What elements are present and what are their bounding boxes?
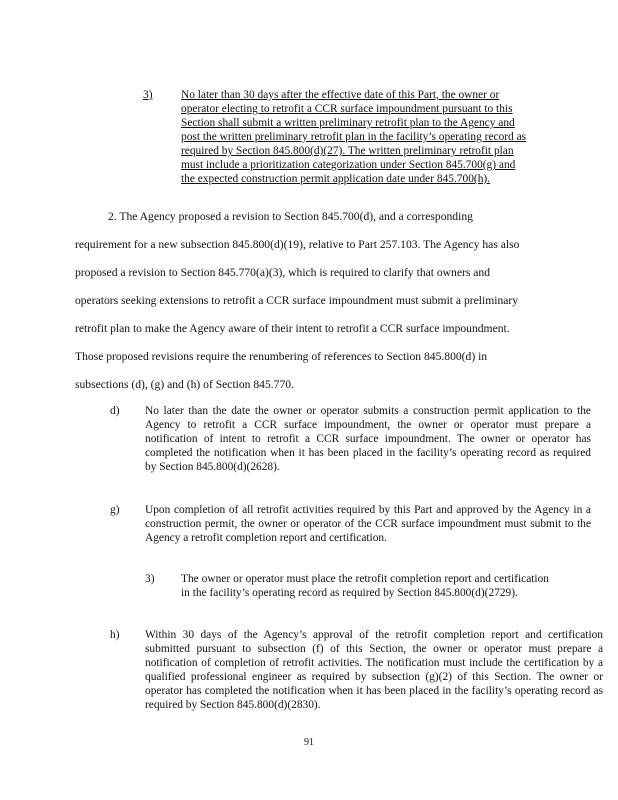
subsection-number: 3) <box>143 89 153 101</box>
text-line: 2. The Agency proposed a revision to Section 845.700(d), and a corresponding <box>108 210 473 223</box>
text-line: post the written preliminary retrofit plan in the facility’s operating record as <box>181 131 527 143</box>
item-label: g) <box>110 504 120 516</box>
text-line: requirement for a new subsection 845.800(d)(19), relative to Part 257.103. The Agency has also <box>75 238 520 251</box>
text-line: the expected construction permit application date under 845.700(h). <box>181 173 491 185</box>
text-line: required by Section 845.800(d)(27). The written preliminary retrofit plan <box>181 145 514 157</box>
text-line: Section shall submit a written preliminary retrofit plan to the Agency and <box>181 117 515 129</box>
paragraph-2 <box>75 203 595 399</box>
text-line: subsections (d), (g) and (h) of Section 845.770. <box>75 378 294 391</box>
item-text: Upon completion of all retrofit activities required by this Part and approved by the Agency in a construction permit, the owner or operator of the CCR surface impoundment must submit to the Agency a retrofit completion report and certification. <box>145 504 591 544</box>
text-line: operator electing to retrofit a CCR surface impoundment pursuant to this <box>181 103 513 115</box>
text-line: must include a prioritization categorization under Section 845.700(g) and <box>181 159 516 171</box>
item-text: The owner or operator must place the retrofit completion report and certification in the facility’s operating record as required by Section 845.800(d)(2729). <box>181 573 549 599</box>
page-number: 91 <box>304 737 314 748</box>
text-line: retrofit plan to make the Agency aware of their intent to retrofit a CCR surface impoundment. <box>75 322 510 335</box>
text-line: Those proposed revisions require the renumbering of references to Section 845.800(d) in <box>75 350 488 363</box>
item-text: No later than the date the owner or operator submits a construction permit application to the Agency to retrofit a CCR surface impoundment, the owner or operator must prepare a notification of intent to retrofit a CCR surface impoundment. The owner or operator has completed the notification when it has been placed in the facility’s operating record as required by Section 845.800(d)(2628). <box>145 405 591 473</box>
item-text: Within 30 days of the Agency’s approval of the retrofit completion report and certification submitted pursuant to subsection (f) of this Section, the owner or operator must prepare a notification of completion of retrofit activities. The notification must include the certification by a qualified professional engineer as required by subsection (g)(2) of this Section. The owner or operator has completed the notification when it has been placed in the facility’s operating record as required by Section 845.800(d)(2830). <box>145 629 603 711</box>
item-label: h) <box>110 629 120 641</box>
item-label: d) <box>110 405 120 417</box>
item-label: 3) <box>145 573 155 585</box>
text-line: proposed a revision to Section 845.770(a)(3), which is required to clarify that owners and <box>75 266 491 279</box>
text-line: No later than 30 days after the effective date of this Part, the owner or <box>181 89 500 101</box>
text-line: operators seeking extensions to retrofit a CCR surface impoundment must submit a preliminary <box>75 294 519 307</box>
